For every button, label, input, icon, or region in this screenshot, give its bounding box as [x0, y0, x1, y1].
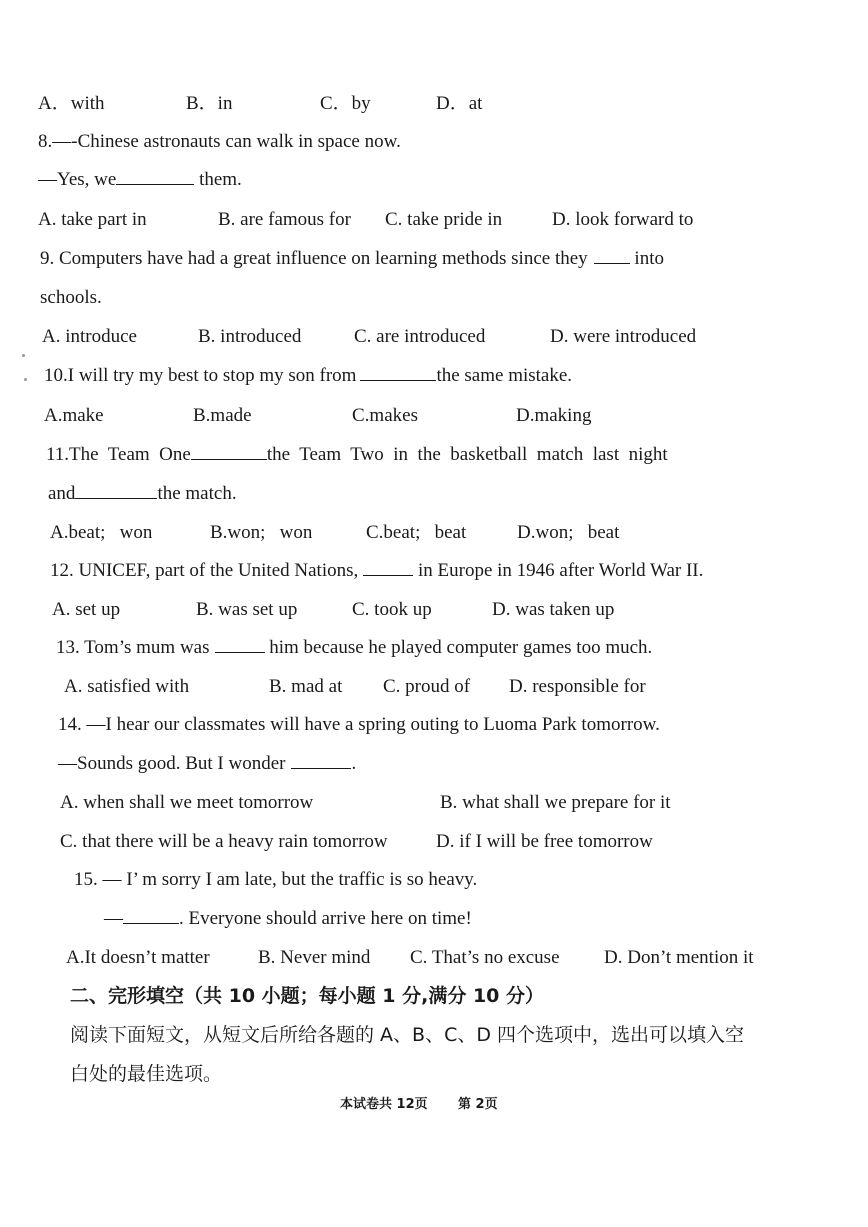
q14-option-a: A. when shall we meet tomorrow — [60, 792, 314, 813]
q9-stem-start: 9. Computers have had a great influence on learning methods since they — [40, 248, 588, 269]
q11-stem-end: the match. — [157, 483, 237, 504]
scan-speck — [24, 378, 27, 381]
q10-option-b: B.made — [193, 405, 252, 426]
q10-option-d: D.making — [516, 405, 592, 426]
q9-blank — [594, 247, 630, 264]
q11-stem-and: and — [48, 483, 76, 504]
q13-stem — [56, 636, 652, 660]
q7-option-b: B．in — [186, 93, 233, 114]
q9-option-b: B. introduced — [198, 326, 302, 347]
q15-reply-dash: — — [104, 908, 123, 929]
q10-blank — [360, 364, 436, 381]
q8-option-a: A. take part in — [38, 209, 147, 230]
q9-option-c: C. are introduced — [354, 326, 486, 347]
q12-stem — [50, 559, 703, 583]
q11-stem-line2 — [48, 482, 237, 506]
q10-option-a: A.make — [44, 405, 104, 426]
q15-option-c: C. That’s no excuse — [410, 947, 560, 968]
q11-blank-1 — [191, 443, 267, 460]
footer-page-number: 第 2页 — [458, 1097, 498, 1112]
q11-option-c: C.beat; beat — [366, 522, 467, 543]
q9-stem-into: into — [629, 248, 664, 269]
q14-stem: 14. —I hear our classmates will have a spring outing to Luoma Park tomorrow. — [58, 714, 660, 735]
q13-blank — [215, 636, 265, 653]
scan-speck — [22, 354, 25, 357]
q12-option-b: B. was set up — [196, 599, 298, 620]
section-instruction-line1: 阅读下面短文，从短文后所给各题的 A、B、C、D 四个选项中，选出可以填入空 — [70, 1024, 745, 1046]
q9-option-d: D. were introduced — [550, 326, 697, 347]
q15-reply-end: . Everyone should arrive here on time! — [179, 908, 472, 929]
q11-stem-start: 11.The Team One — [46, 444, 191, 465]
q7-option-c: C．by — [320, 93, 371, 114]
q8-reply-end: them. — [194, 169, 242, 190]
q15-reply — [104, 907, 472, 931]
q12-blank — [363, 559, 413, 576]
q12-stem-start: 12. UNICEF, part of the United Nations, — [50, 560, 359, 581]
q8-option-c: C. take pride in — [385, 209, 503, 230]
q8-stem: 8.—-Chinese astronauts can walk in space now. — [38, 131, 401, 152]
q7-option-d: D．at — [436, 93, 483, 114]
q15-option-a: A.It doesn’t matter — [66, 947, 210, 968]
q10-stem — [44, 364, 572, 388]
q15-blank — [123, 907, 179, 924]
q11-option-a: A.beat; won — [50, 522, 153, 543]
section-instruction-line2: 白处的最佳选项。 — [70, 1063, 223, 1085]
q15-stem: 15. — I’ m sorry I am late, but the traffic is so heavy. — [74, 869, 478, 890]
q8-option-d: D. look forward to — [552, 209, 694, 230]
q12-option-d: D. was taken up — [492, 599, 615, 620]
q11-option-d: D.won; beat — [517, 522, 620, 543]
q12-option-a: A. set up — [52, 599, 121, 620]
q8-option-b: B. are famous for — [218, 209, 351, 230]
section-heading: 二、完形填空（共 10 小题；每小题 1 分,满分 10 分） — [70, 985, 545, 1007]
q9-stem-line1 — [40, 247, 664, 271]
q12-stem-end: in Europe in 1946 after World War II. — [413, 560, 704, 581]
q13-option-d: D. responsible for — [509, 676, 646, 697]
q13-stem-end: him because he played computer games too much. — [264, 637, 653, 658]
q14-option-c: C. that there will be a heavy rain tomorrow — [60, 831, 388, 852]
q11-blank-2 — [75, 482, 157, 499]
q13-option-b: B. mad at — [269, 676, 343, 697]
q9-stem-line2: schools. — [40, 287, 102, 308]
footer-page-count: 本试卷共 12页 — [340, 1097, 428, 1112]
q14-reply-end: . — [351, 753, 357, 774]
q14-option-d: D. if I will be free tomorrow — [436, 831, 653, 852]
q13-option-a: A. satisfied with — [64, 676, 190, 697]
q13-stem-start: 13. Tom’s mum was — [56, 637, 210, 658]
q11-option-b: B.won; won — [210, 522, 313, 543]
q14-blank — [291, 752, 351, 769]
q15-option-b: B. Never mind — [258, 947, 371, 968]
q10-stem-end: the same mistake. — [436, 365, 573, 386]
q15-option-d: D. Don’t mention it — [604, 947, 754, 968]
q14-option-b: B. what shall we prepare for it — [440, 792, 671, 813]
q10-stem-start: 10.I will try my best to stop my son from — [44, 365, 357, 386]
q12-option-c: C. took up — [352, 599, 432, 620]
q11-stem-line1 — [46, 443, 668, 467]
q8-reply — [38, 168, 242, 192]
q13-option-c: C. proud of — [383, 676, 471, 697]
q8-reply-start: —Yes, we — [38, 169, 117, 190]
q14-reply — [58, 752, 356, 776]
q9-option-a: A. introduce — [42, 326, 137, 347]
q11-stem-mid: the Team Two in the basketball match last night — [266, 444, 668, 465]
q14-reply-start: —Sounds good. But I wonder — [58, 753, 286, 774]
q8-blank — [116, 168, 194, 185]
q7-option-a: A．with — [38, 93, 105, 114]
q10-option-c: C.makes — [352, 405, 418, 426]
